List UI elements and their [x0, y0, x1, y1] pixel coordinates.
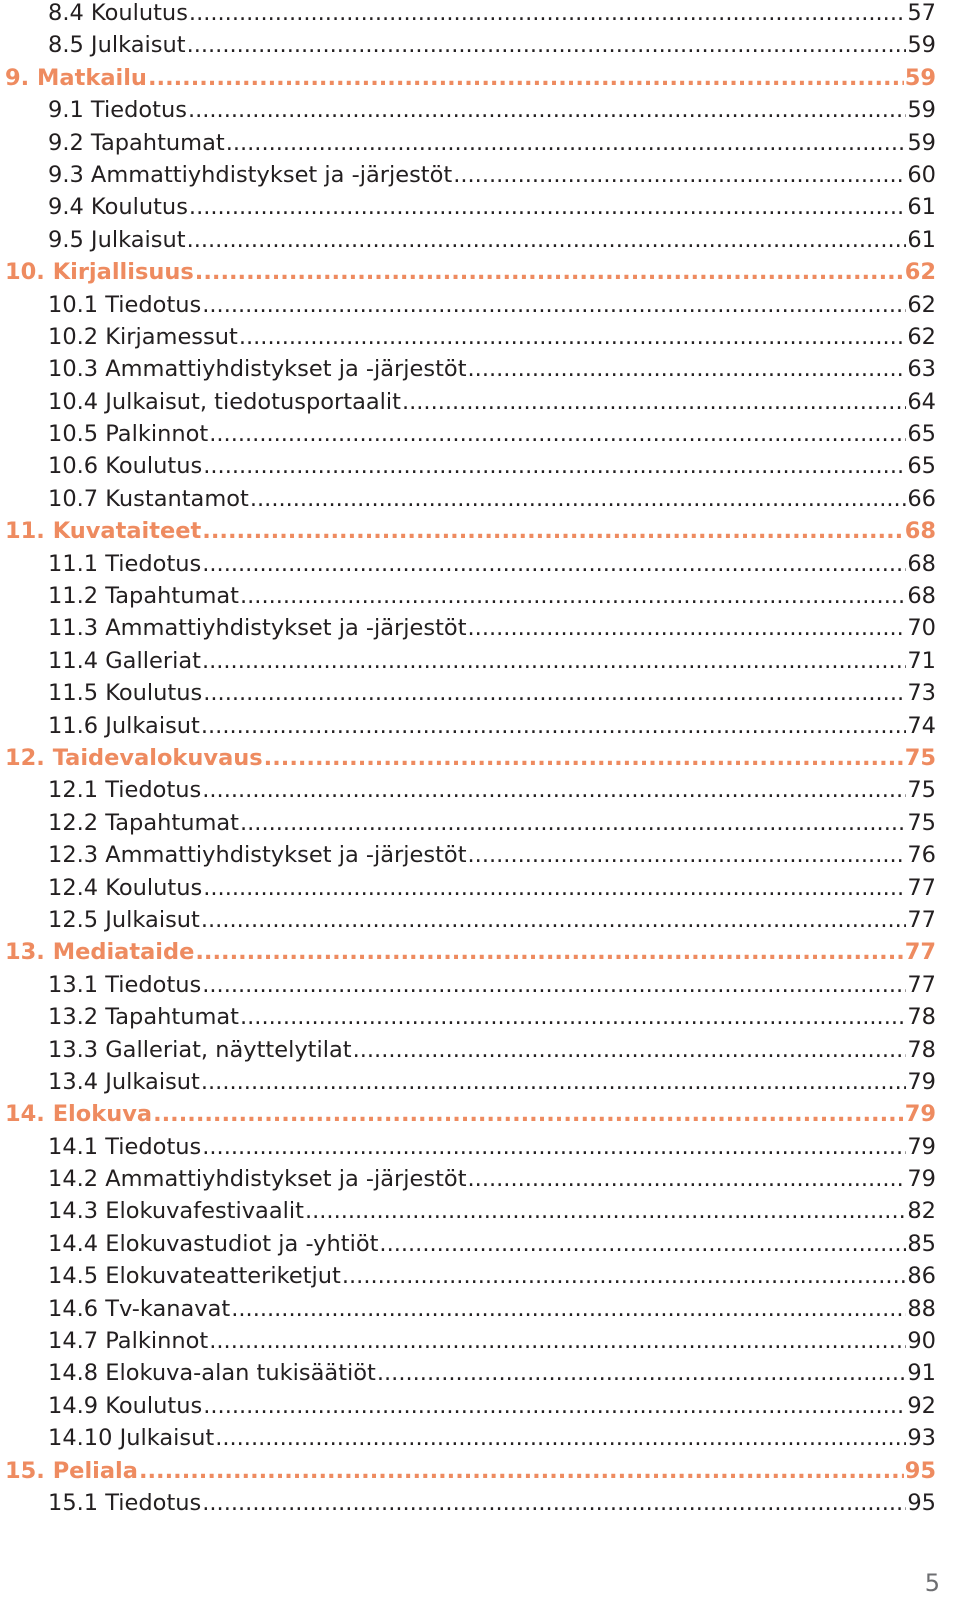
toc-entry[interactable]: [0, 453, 960, 485]
toc-entry[interactable]: [0, 1198, 960, 1230]
toc-entry-label: 12.1 Tiedotus: [48, 777, 202, 804]
toc-dot-leader: [187, 32, 907, 58]
toc-entry-label: 14.4 Elokuvastudiot ja -yhtiöt: [48, 1230, 379, 1257]
toc-entry[interactable]: [0, 615, 960, 647]
toc-entry-label: 8.4 Koulutus: [48, 0, 188, 26]
toc-dot-leader: [203, 680, 906, 706]
toc-entry-page: 75: [907, 809, 936, 836]
toc-dot-leader: [402, 389, 906, 415]
toc-entry-page: 77: [907, 906, 936, 933]
toc-entry-page: 74: [907, 712, 936, 739]
toc-entry[interactable]: [0, 1328, 960, 1360]
toc-entry[interactable]: [0, 227, 960, 259]
toc-dot-leader: [202, 648, 906, 674]
toc-entry-page: 59: [907, 97, 936, 124]
toc-dot-leader: [139, 1458, 904, 1484]
toc-entry-label: 11.5 Koulutus: [48, 680, 203, 707]
toc-dot-leader: [468, 842, 907, 868]
toc-dot-leader: [195, 259, 904, 285]
toc-entry-page: 77: [904, 939, 936, 966]
toc-dot-leader: [240, 810, 906, 836]
toc-entry[interactable]: [0, 1296, 960, 1328]
toc-entry-label: 15.1 Tiedotus: [48, 1489, 202, 1516]
toc-entry-page: 61: [907, 226, 936, 253]
toc-entry[interactable]: [0, 1393, 960, 1425]
toc-entry-label: 14.7 Palkinnot: [48, 1328, 209, 1355]
toc-dot-leader: [202, 972, 906, 998]
toc-entry[interactable]: [0, 1425, 960, 1457]
toc-entry-label: 12.5 Julkaisut: [48, 906, 200, 933]
toc-entry-label: 12.2 Tapahtumat: [48, 809, 239, 836]
toc-dot-leader: [215, 1425, 906, 1451]
toc-entry[interactable]: [0, 1263, 960, 1295]
toc-entry-page: 75: [907, 777, 936, 804]
toc-dot-leader: [342, 1263, 907, 1289]
toc-entry-page: 95: [907, 1489, 936, 1516]
toc-entry-label: 13. Mediataide: [5, 939, 195, 966]
toc-entry-label: 11.3 Ammattiyhdistykset ja -järjestöt: [48, 615, 467, 642]
toc-entry-label: 10.3 Ammattiyhdistykset ja -järjestöt: [48, 356, 467, 383]
toc-entry[interactable]: [0, 1134, 960, 1166]
toc-section-heading[interactable]: [0, 939, 960, 971]
toc-entry[interactable]: [0, 194, 960, 226]
toc-entry-page: 65: [907, 453, 936, 480]
toc-entry-page: 86: [907, 1263, 936, 1290]
toc-entry-label: 12.4 Koulutus: [48, 874, 203, 901]
toc-dot-leader: [202, 551, 906, 577]
toc-entry-label: 11. Kuvataiteet: [5, 518, 202, 545]
toc-dot-leader: [240, 583, 906, 609]
toc-entry-page: 79: [904, 1101, 936, 1128]
toc-dot-leader: [189, 194, 906, 220]
toc-dot-leader: [250, 486, 907, 512]
toc-entry[interactable]: [0, 713, 960, 745]
toc-entry-label: 10.7 Kustantamot: [48, 485, 249, 512]
toc-entry-page: 92: [907, 1392, 936, 1419]
toc-entry[interactable]: [0, 583, 960, 615]
toc-entry-page: 93: [907, 1425, 936, 1452]
toc-entry[interactable]: [0, 421, 960, 453]
toc-entry[interactable]: [0, 1360, 960, 1392]
toc-entry-label: 11.2 Tapahtumat: [48, 583, 239, 610]
toc-entry-label: 14. Elokuva: [5, 1101, 153, 1128]
toc-entry-page: 64: [907, 388, 936, 415]
toc-entry-label: 14.5 Elokuvateatteriketjut: [48, 1263, 341, 1290]
toc-entry-label: 13.1 Tiedotus: [48, 971, 202, 998]
toc-section-heading[interactable]: [0, 259, 960, 291]
toc-entry-label: 14.3 Elokuvafestivaalit: [48, 1198, 304, 1225]
toc-entry[interactable]: [0, 1069, 960, 1101]
toc-dot-leader: [202, 1134, 906, 1160]
toc-entry-label: 9. Matkailu: [5, 64, 147, 91]
toc-dot-leader: [239, 324, 907, 350]
toc-dot-leader: [203, 875, 906, 901]
toc-dot-leader: [353, 1037, 907, 1063]
toc-dot-leader: [209, 1328, 906, 1354]
toc-dot-leader: [468, 356, 907, 382]
toc-entry-label: 9.2 Tapahtumat: [48, 129, 225, 156]
toc-entry-page: 79: [907, 1166, 936, 1193]
toc-entry[interactable]: [0, 389, 960, 421]
toc-entry-page: 62: [907, 323, 936, 350]
toc-entry-page: 78: [907, 1004, 936, 1031]
toc-section-heading[interactable]: [0, 518, 960, 550]
toc-dot-leader: [201, 713, 906, 739]
toc-dot-leader: [203, 1393, 906, 1419]
toc-entry[interactable]: [0, 1231, 960, 1263]
toc-entry[interactable]: [0, 162, 960, 194]
toc-entry-page: 68: [904, 518, 936, 545]
toc-entry-label: 11.4 Galleriat: [48, 647, 201, 674]
toc-dot-leader: [209, 421, 906, 447]
toc-entry-page: 77: [907, 874, 936, 901]
toc-entry-page: 76: [907, 842, 936, 869]
toc-entry[interactable]: [0, 1166, 960, 1198]
toc-entry-page: 85: [907, 1230, 936, 1257]
toc-entry-label: 14.1 Tiedotus: [48, 1133, 202, 1160]
toc-dot-leader: [202, 777, 906, 803]
toc-entry[interactable]: [0, 777, 960, 809]
toc-dot-leader: [231, 1296, 906, 1322]
toc-entry[interactable]: [0, 97, 960, 129]
toc-dot-leader: [187, 227, 907, 253]
toc-entry-page: 68: [907, 583, 936, 610]
toc-entry[interactable]: [0, 292, 960, 324]
toc-entry-label: 10.1 Tiedotus: [48, 291, 202, 318]
toc-entry[interactable]: [0, 875, 960, 907]
toc-entry-label: 12.3 Ammattiyhdistykset ja -järjestöt: [48, 842, 467, 869]
toc-entry[interactable]: [0, 1037, 960, 1069]
toc-entry-label: 10.5 Palkinnot: [48, 421, 209, 448]
toc-entry[interactable]: [0, 648, 960, 680]
toc-entry[interactable]: [0, 1004, 960, 1036]
toc-entry-page: 59: [904, 64, 936, 91]
toc-dot-leader: [226, 130, 907, 156]
toc-dot-leader: [305, 1198, 906, 1224]
toc-dot-leader: [468, 615, 907, 641]
page-number: 5: [924, 1569, 940, 1597]
toc-entry-label: 12. Taidevalokuvaus: [5, 744, 263, 771]
toc-dot-leader: [195, 939, 903, 965]
toc-dot-leader: [203, 453, 906, 479]
toc-entry-page: 90: [907, 1328, 936, 1355]
toc-dot-leader: [379, 1231, 906, 1257]
toc-dot-leader: [202, 518, 903, 544]
toc-entry-page: 79: [907, 1068, 936, 1095]
toc-entry-page: 71: [907, 647, 936, 674]
toc-entry-page: 75: [904, 744, 936, 771]
toc-entry[interactable]: [0, 356, 960, 388]
toc-entry-label: 9.1 Tiedotus: [48, 97, 187, 124]
toc-dot-leader: [153, 1101, 904, 1127]
toc-entry[interactable]: [0, 324, 960, 356]
toc-entry[interactable]: [0, 0, 960, 32]
toc-entry[interactable]: [0, 842, 960, 874]
toc-entry-label: 8.5 Julkaisut: [48, 32, 186, 59]
toc-entry-label: 9.5 Julkaisut: [48, 226, 186, 253]
toc-entry[interactable]: [0, 32, 960, 64]
toc-entry[interactable]: [0, 130, 960, 162]
toc-dot-leader: [264, 745, 904, 771]
toc-entry[interactable]: [0, 551, 960, 583]
toc-entry-page: 88: [907, 1295, 936, 1322]
toc-entry-label: 9.3 Ammattiyhdistykset ja -järjestöt: [48, 161, 453, 188]
toc-entry-page: 79: [907, 1133, 936, 1160]
toc-dot-leader: [377, 1360, 906, 1386]
toc-entry-page: 62: [904, 259, 936, 286]
toc-entry-label: 14.10 Julkaisut: [48, 1425, 215, 1452]
toc-entry-label: 13.4 Julkaisut: [48, 1068, 200, 1095]
toc-dot-leader: [240, 1004, 906, 1030]
toc-entry-page: 77: [907, 971, 936, 998]
toc-entry-page: 82: [907, 1198, 936, 1225]
toc-entry-label: 14.6 Tv-kanavat: [48, 1295, 231, 1322]
toc-entry[interactable]: [0, 680, 960, 712]
toc-entry-label: 14.8 Elokuva-alan tukisäätiöt: [48, 1360, 376, 1387]
toc-section-heading[interactable]: [0, 1458, 960, 1490]
toc-entry-label: 11.6 Julkaisut: [48, 712, 200, 739]
toc-entry-label: 10.6 Koulutus: [48, 453, 203, 480]
toc-entry[interactable]: [0, 907, 960, 939]
toc-entry[interactable]: [0, 1490, 960, 1522]
toc-entry-label: 14.2 Ammattiyhdistykset ja -järjestöt: [48, 1166, 467, 1193]
toc-dot-leader: [201, 1069, 906, 1095]
toc-dot-leader: [202, 292, 906, 318]
toc-dot-leader: [189, 0, 906, 26]
toc-entry-label: 9.4 Koulutus: [48, 194, 188, 221]
toc-section-heading[interactable]: [0, 65, 960, 97]
toc-entry-page: 73: [907, 680, 936, 707]
toc-entry-page: 66: [907, 485, 936, 512]
toc-entry-page: 95: [904, 1457, 936, 1484]
toc-dot-leader: [201, 907, 906, 933]
toc-dot-leader: [148, 65, 904, 91]
toc-dot-leader: [188, 97, 906, 123]
toc-entry[interactable]: [0, 972, 960, 1004]
toc-entry-label: 10. Kirjallisuus: [5, 259, 194, 286]
toc-section-heading[interactable]: [0, 1101, 960, 1133]
toc-entry-label: 14.9 Koulutus: [48, 1392, 203, 1419]
toc-entry-label: 10.2 Kirjamessut: [48, 323, 238, 350]
toc-entry-label: 13.3 Galleriat, näyttelytilat: [48, 1036, 352, 1063]
toc-entry-page: 78: [907, 1036, 936, 1063]
toc-entry-page: 62: [907, 291, 936, 318]
toc-entry-page: 91: [907, 1360, 936, 1387]
toc-entry-label: 13.2 Tapahtumat: [48, 1004, 239, 1031]
toc-entry-page: 61: [907, 194, 936, 221]
toc-entry[interactable]: [0, 486, 960, 518]
toc-entry-page: 70: [907, 615, 936, 642]
toc-entry-page: 63: [907, 356, 936, 383]
toc-entry-page: 68: [907, 550, 936, 577]
toc-entry-page: 65: [907, 421, 936, 448]
toc-entry-page: 59: [907, 32, 936, 59]
toc-dot-leader: [468, 1166, 907, 1192]
toc-entry-page: 59: [907, 129, 936, 156]
toc-dot-leader: [453, 162, 906, 188]
toc-entry-page: 60: [907, 161, 936, 188]
toc-entry-label: 11.1 Tiedotus: [48, 550, 202, 577]
toc-dot-leader: [202, 1490, 906, 1516]
toc-entry[interactable]: [0, 810, 960, 842]
toc-section-heading[interactable]: [0, 745, 960, 777]
toc-entry-label: 15. Peliala: [5, 1457, 138, 1484]
toc-entry-label: 10.4 Julkaisut, tiedotusportaalit: [48, 388, 401, 415]
toc-entry-page: 57: [907, 0, 936, 26]
